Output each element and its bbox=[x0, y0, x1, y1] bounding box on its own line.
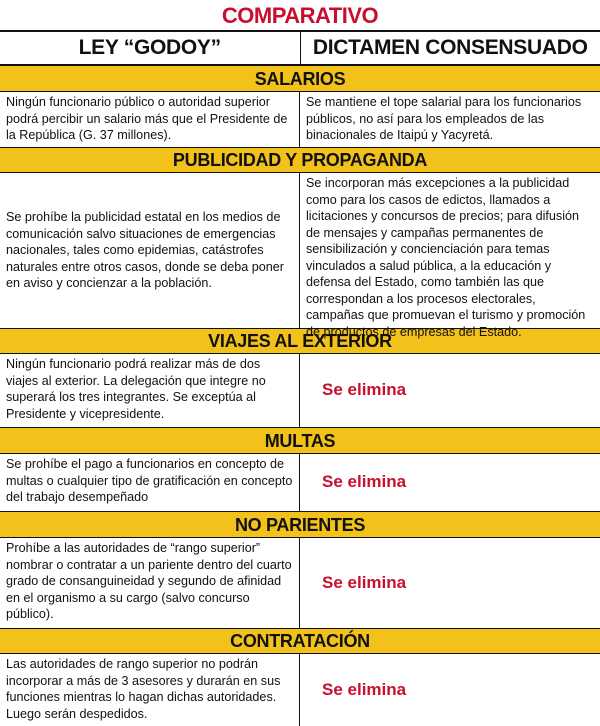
section-heading-multas: MULTAS bbox=[0, 427, 600, 454]
eliminated-label-no-parientes: Se elimina bbox=[306, 575, 406, 592]
section-heading-salarios: SALARIOS bbox=[0, 65, 600, 92]
column-header-right: DICTAMEN CONSENSUADO bbox=[301, 32, 600, 64]
dictamen-cell-multas bbox=[300, 454, 600, 511]
section-heading-no-parientes: NO PARIENTES bbox=[0, 511, 600, 538]
law-text-salarios: Ningún funcionario público o autoridad superior podrá percibir un salario más que el Presidente de la República (G. 37 millones). bbox=[0, 92, 300, 147]
dictamen-cell-viajes bbox=[300, 354, 600, 427]
section-row-publicidad bbox=[0, 173, 600, 328]
column-headers bbox=[0, 30, 600, 65]
dictamen-text-publicidad: Se incorporan más excepciones a la publicidad como para los casos de edictos, llamados a licitaciones y concursos de precios; para difusión de mensajes y campañas permanentes de sensibilización y concienciación para temas vinculados a salud pública, a la educación y defensa del Estado, como también las que correspondan a los procesos electorales, campañas que promuevan el turismo y promoción de productos de empresas del Estado. bbox=[300, 173, 600, 328]
law-text-contratacion: Las autoridades de rango superior no podrán incorporar a más de 3 asesores y durarán en sus funciones mientras lo hagan dichas autoridades. Luego serán despedidos. bbox=[0, 654, 300, 726]
law-text-no-parientes: Prohíbe a las autoridades de “rango superior” nombrar o contratar a un pariente dentro del cuarto grado de consanguineidad y segundo de afinidad en el organismo a su cargo (salvo concurso público). bbox=[0, 538, 300, 628]
eliminated-label-contratacion: Se elimina bbox=[306, 682, 406, 699]
section-row-multas bbox=[0, 454, 600, 511]
law-text-publicidad-content: Se prohíbe la publicidad estatal en los medios de comunicación salvo situaciones de emergencias nacionales, tales como epidemias, catástrofes naturales entre otros casos, donde se deba poner en aviso y concienzar a la población. bbox=[6, 209, 295, 292]
section-row-viajes bbox=[0, 354, 600, 427]
dictamen-cell-contratacion bbox=[300, 654, 600, 726]
section-row-contratacion bbox=[0, 654, 600, 726]
section-heading-viajes: VIAJES AL EXTERIOR bbox=[0, 328, 600, 354]
eliminated-label-multas: Se elimina bbox=[306, 474, 406, 491]
section-row-salarios bbox=[0, 92, 600, 147]
law-text-viajes: Ningún funcionario podrá realizar más de dos viajes al exterior. La delegación que integre no superará los tres integrantes. Se exceptúa al Presidente y vicepresidente. bbox=[0, 354, 300, 427]
section-heading-contratacion: CONTRATACIÓN bbox=[0, 628, 600, 654]
eliminated-label-viajes: Se elimina bbox=[306, 382, 406, 399]
column-header-left: LEY “GODOY” bbox=[0, 32, 301, 64]
dictamen-cell-no-parientes bbox=[300, 538, 600, 628]
law-text-publicidad bbox=[0, 173, 300, 328]
page-title: COMPARATIVO bbox=[0, 0, 600, 30]
section-heading-publicidad: PUBLICIDAD Y PROPAGANDA bbox=[0, 147, 600, 173]
dictamen-text-salarios: Se mantiene el tope salarial para los funcionarios públicos, no así para los empleados de las binacionales de Itaipú y Yacyretá. bbox=[300, 92, 600, 147]
law-text-multas: Se prohíbe el pago a funcionarios en concepto de multas o cualquier tipo de gratificación en concepto del trabajo desempeñado bbox=[0, 454, 300, 511]
section-row-no-parientes bbox=[0, 538, 600, 628]
